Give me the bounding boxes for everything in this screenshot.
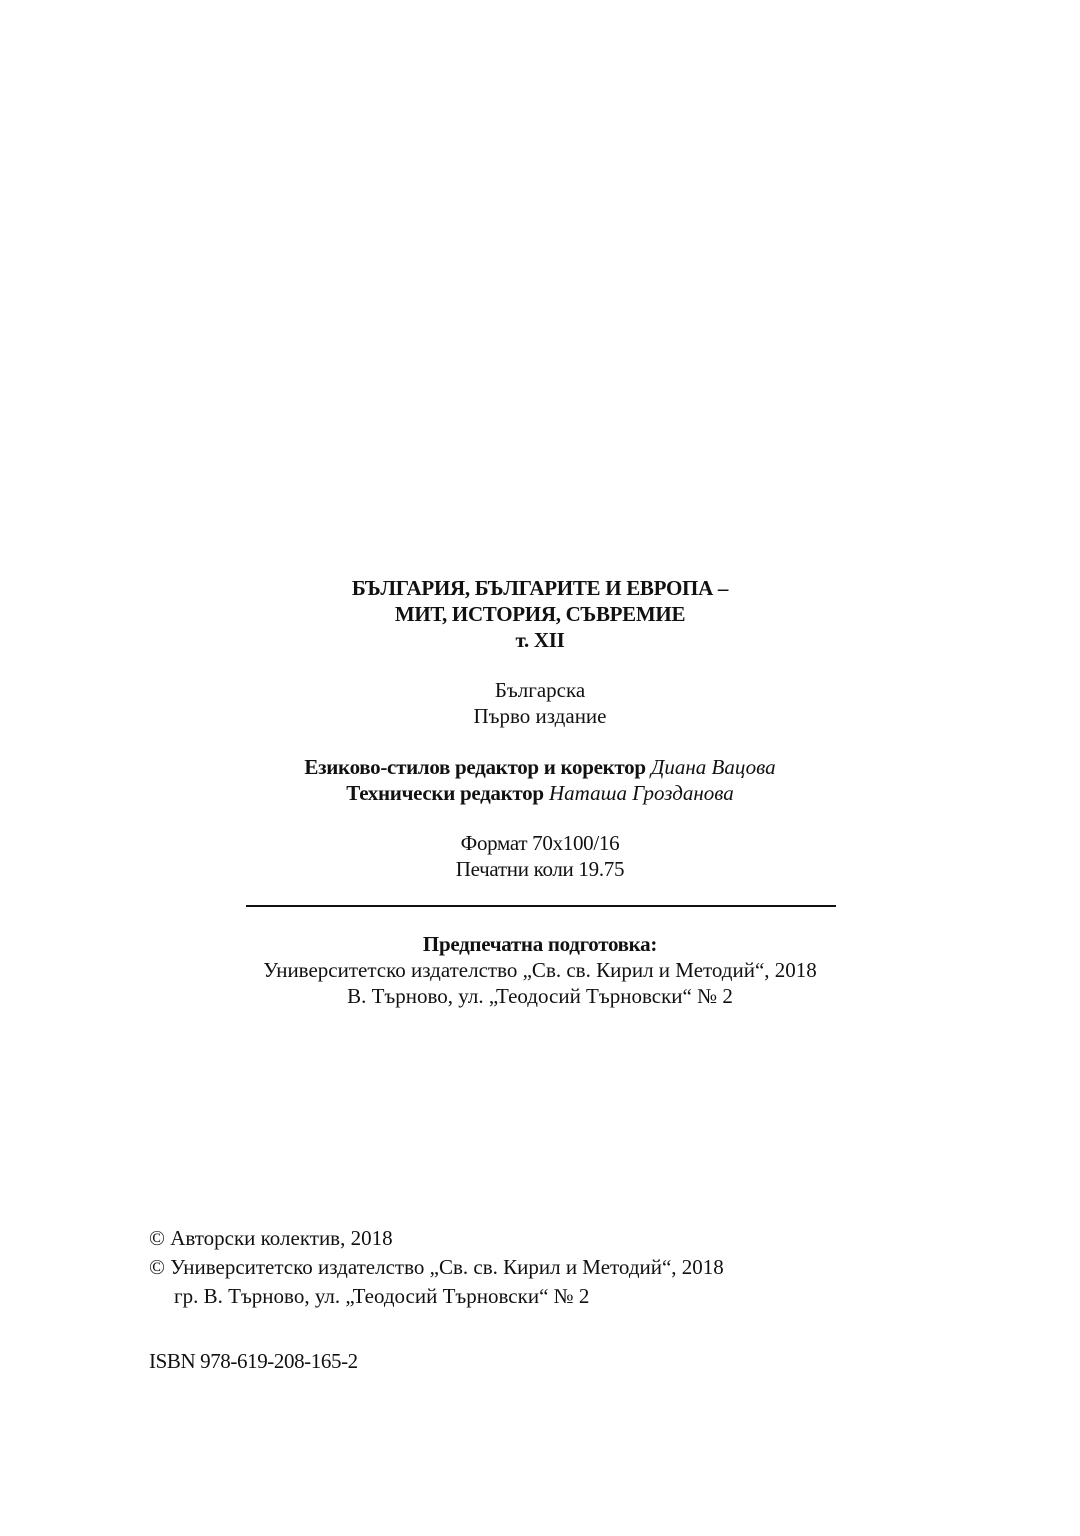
language-label: Българска: [494, 678, 586, 702]
isbn-number: ISBN 978-619-208-165-2: [149, 1349, 358, 1373]
edition-label: Първо издание: [473, 704, 607, 728]
copyright-notice: [149, 1224, 724, 1311]
book-title: [0, 575, 1080, 653]
prepress-heading: Предпечатна подготовка:: [422, 932, 658, 956]
language-editor-credit: [0, 754, 1080, 780]
volume-number: т. XII: [515, 628, 565, 652]
printed-sheets-spec: Печатни коли 19.75: [455, 857, 625, 881]
edition-info: [0, 677, 1080, 729]
technical-editor-credit: [0, 780, 1080, 806]
copyright-authors: © Авторски колектив, 2018: [149, 1226, 393, 1250]
copyright-publisher: © Университетско издателство „Св. св. Кирил и Методий“, 2018: [149, 1255, 724, 1279]
editors-credits: [0, 754, 1080, 806]
prepress-publisher: Университетско издателство „Св. св. Кирил и Методий“, 2018: [263, 958, 817, 982]
horizontal-divider: [246, 905, 836, 907]
language-editor-name: Диана Вацова: [650, 755, 776, 779]
book-title-line-2: МИТ, ИСТОРИЯ, СЪВРЕМИЕ: [394, 602, 686, 626]
prepress-info: [0, 931, 1080, 1009]
format-spec: Формат 70x100/16: [460, 831, 620, 855]
prepress-address: В. Търново, ул. „Теодосий Търновски“ № 2: [347, 984, 733, 1008]
copyright-address: гр. В. Търново, ул. „Теодосий Търновски“ № 2: [174, 1284, 590, 1308]
language-editor-label: Езиково-стилов редактор и коректор: [304, 755, 646, 779]
print-specs: [0, 830, 1080, 882]
book-title-line-1: БЪЛГАРИЯ, БЪЛГАРИТЕ И ЕВРОПА –: [351, 576, 729, 600]
technical-editor-name: Наташа Грозданова: [549, 781, 734, 805]
technical-editor-label: Технически редактор: [346, 781, 544, 805]
